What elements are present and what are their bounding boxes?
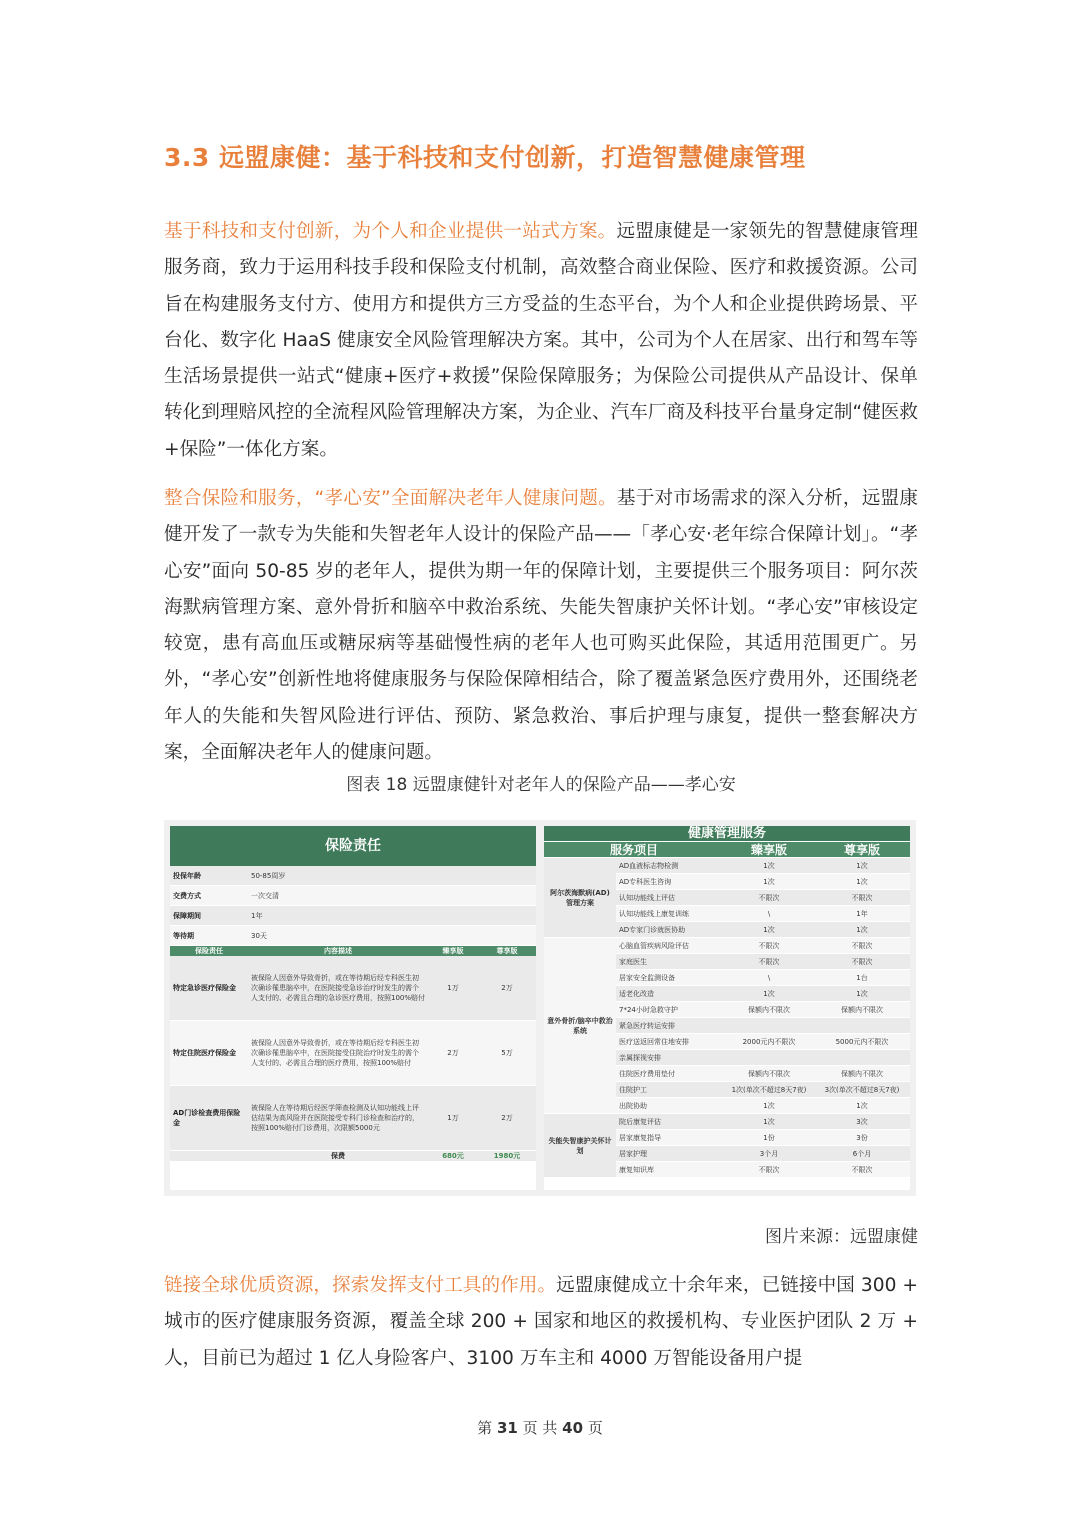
meta-row xyxy=(170,906,536,926)
service-item: 心脑血管疾病风险评估 xyxy=(616,938,724,954)
liability-desc: 被保险人因意外导致骨折，或在等待期后经专科医生初次确诊罹患脑卒中，在医院接受急诊治疗时发生的需个人支付的、必需且合理的急诊医疗费用，按照100%赔付 xyxy=(248,956,428,1021)
service-zhenxiang: \ xyxy=(724,970,814,986)
section-heading: 3.3 远盟康健：基于科技和支付创新，打造智慧健康管理 xyxy=(164,143,806,172)
meta-label: 投保年龄 xyxy=(170,866,248,886)
service-zunxiang: 1次 xyxy=(814,858,910,874)
paragraph-1 xyxy=(164,214,918,468)
col-header: 内容描述 xyxy=(248,946,428,957)
page-footer xyxy=(0,1417,1080,1438)
paragraph-2 xyxy=(164,481,918,771)
service-zunxiang: 1次 xyxy=(814,922,910,938)
service-zunxiang: 不限次 xyxy=(814,954,910,970)
meta-row xyxy=(170,886,536,906)
meta-label: 等待期 xyxy=(170,926,248,946)
service-zunxiang: 6个月 xyxy=(814,1146,910,1162)
footer-prefix: 第 xyxy=(477,1419,493,1437)
table-row xyxy=(170,1021,536,1086)
service-zhenxiang: 1次 xyxy=(724,874,814,890)
service-item: 住院护工 xyxy=(616,1082,724,1098)
figure-caption: 图表 18 远盟康健针对老年人的保险产品——孝心安 xyxy=(346,775,736,795)
meta-value: 一次交清 xyxy=(248,886,536,906)
service-item: AD专科医生咨询 xyxy=(616,874,724,890)
footer-suffix: 页 xyxy=(587,1419,603,1437)
service-group: 阿尔茨海默病(AD)管理方案 xyxy=(544,858,616,938)
service-zhenxiang: 保额内不限次 xyxy=(724,1002,814,1018)
service-zhenxiang xyxy=(724,1050,814,1066)
service-item: 认知功能线上康复训练 xyxy=(616,906,724,922)
service-group: 失能失智康护关怀计划 xyxy=(544,1114,616,1178)
paragraph-3 xyxy=(164,1268,918,1377)
col-header: 服务项目 xyxy=(544,842,724,858)
service-zhenxiang: 1次(单次不超过8天7夜) xyxy=(724,1082,814,1098)
amount-zunxiang: 2万 xyxy=(478,1086,536,1151)
service-zhenxiang: 不限次 xyxy=(724,890,814,906)
service-zunxiang: 不限次 xyxy=(814,1162,910,1178)
paragraph-2-body: 基于对市场需求的深入分析，远盟康健开发了一款专为失能和失智老年人设计的保险产品——「孝心安·老年综合保障计划」。“孝心安”面向 50-85 岁的老年人，提供为期一年的保障计划，主要提供三个服务项目：阿尔茨海默病管理方案、意外骨折和脑卒中救治系统、失能失智康护关怀计划。“孝心安”审核设定较宽，患有高血压或糖尿病等基础慢性病的老年人也可购买此保险，其适用范围更广。另外，“孝心安”创新性地将健康服务与保险保障相结合，除了覆盖紧急医疗费用外，还围绕老年人的失能和失智风险进行评估、预防、紧急救治、事后护理与康复，提供一整套解决方案，全面解决老年人的健康问题。 xyxy=(164,488,918,764)
service-zunxiang: 3份 xyxy=(814,1130,910,1146)
service-zhenxiang: 不限次 xyxy=(724,954,814,970)
meta-value: 1年 xyxy=(248,906,536,926)
meta-label: 保障期间 xyxy=(170,906,248,926)
service-zunxiang: 1台 xyxy=(814,970,910,986)
figure-image xyxy=(164,820,916,1196)
service-item: AD专家门诊就医协助 xyxy=(616,922,724,938)
service-group: 意外骨折/脑卒中救治系统 xyxy=(544,938,616,1114)
paragraph-1-body: 远盟康健是一家领先的智慧健康管理服务商，致力于运用科技手段和保险支付机制，高效整合商业保险、医疗和救援资源。公司旨在构建服务支付方、使用方和提供方三方受益的生态平台，为个人和企业提供跨场景、平台化、数字化 HaaS 健康安全风险管理解决方案。其中，公司为个人在居家、出行和驾车等生活场景提供一站式“健康+医疗+救援”保险保障服务；为保险公司提供从产品设计、保单转化到理赔风控的全流程风险管理解决方案，为企业、汽车厂商及科技平台量身定制“健医救+保险”一体化方案。 xyxy=(164,221,918,460)
service-zunxiang: 1次 xyxy=(814,986,910,1002)
col-header: 保险责任 xyxy=(170,946,248,957)
liability-desc: 被保险人因意外导致骨折，或在等待期后经专科医生初次确诊罹患脑卒中，在医院接受住院治疗时发生的需个人支付的、必需且合理的医疗费用，按照100%赔付 xyxy=(248,1021,428,1086)
service-item: 居家康复指导 xyxy=(616,1130,724,1146)
service-zhenxiang: 1次 xyxy=(724,1114,814,1130)
col-header: 尊享版 xyxy=(478,946,536,957)
amount-zunxiang: 5万 xyxy=(478,1021,536,1086)
service-zhenxiang: 1次 xyxy=(724,1098,814,1114)
service-zhenxiang: 不限次 xyxy=(724,938,814,954)
liability-name: 特定住院医疗保险金 xyxy=(170,1021,248,1086)
service-zunxiang: 不限次 xyxy=(814,890,910,906)
figure-source: 图片来源：远盟康健 xyxy=(765,1227,918,1247)
table-row xyxy=(170,956,536,1021)
total-page-number: 40 xyxy=(562,1419,584,1437)
table-row xyxy=(544,938,910,954)
paragraph-3-lead: 链接全球优质资源，探索发挥支付工具的作用。 xyxy=(164,1275,557,1296)
service-item: 适老化改造 xyxy=(616,986,724,1002)
meta-value: 50-85周岁 xyxy=(248,866,536,886)
health-service-title: 健康管理服务 xyxy=(544,826,910,842)
table-row xyxy=(544,1114,910,1130)
service-zunxiang: 5000元内不限次 xyxy=(814,1034,910,1050)
liability-name: AD门诊检查费用保险金 xyxy=(170,1086,248,1151)
service-item: 康复知识库 xyxy=(616,1162,724,1178)
insurance-liability-panel xyxy=(170,826,536,1190)
insurance-liability-title: 保险责任 xyxy=(170,826,536,866)
col-header: 尊享版 xyxy=(814,842,910,858)
service-item: 院后康复评估 xyxy=(616,1114,724,1130)
service-item: 居家安全监测设备 xyxy=(616,970,724,986)
service-item: 医疗送返回常住地安排 xyxy=(616,1034,724,1050)
service-zhenxiang: 1次 xyxy=(724,922,814,938)
service-item: 家庭医生 xyxy=(616,954,724,970)
paragraph-3-body: 远盟康健成立十余年来，已链接中国 300 + 城市的医疗健康服务资源，覆盖全球 200 + 国家和地区的救援机构、专业医护团队 2 万 + 人，目前已为超过 1 亿人身险客户、3100 万车主和 4000 万智能设备用户提 xyxy=(164,1275,918,1369)
service-zhenxiang xyxy=(724,1018,814,1034)
liability-desc: 被保险人在等待期后经医学筛查检测及认知功能线上评估结果为高风险并在医院接受专科门诊检查和治疗的，按照100%赔付门诊费用，次限额5000元 xyxy=(248,1086,428,1151)
service-item: 认知功能线上评估 xyxy=(616,890,724,906)
service-zunxiang: 3次 xyxy=(814,1114,910,1130)
service-zhenxiang: 1份 xyxy=(724,1130,814,1146)
service-zunxiang: 1年 xyxy=(814,906,910,922)
service-zhenxiang: 保额内不限次 xyxy=(724,1066,814,1082)
service-zunxiang: 1次 xyxy=(814,1098,910,1114)
service-item: 亲属探视安排 xyxy=(616,1050,724,1066)
paragraph-2-lead: 整合保险和服务，“孝心安”全面解决老年人健康问题。 xyxy=(164,488,617,509)
current-page-number: 31 xyxy=(496,1419,518,1437)
service-zhenxiang: 1次 xyxy=(724,858,814,874)
premium-zunxiang: 1980元 xyxy=(478,1151,536,1162)
meta-row xyxy=(170,866,536,886)
service-zunxiang: 保额内不限次 xyxy=(814,1002,910,1018)
service-item: 居家护理 xyxy=(616,1146,724,1162)
service-item: 7*24小时急救守护 xyxy=(616,1002,724,1018)
service-item: AD血液标志物检测 xyxy=(616,858,724,874)
footer-mid: 页 共 xyxy=(522,1419,558,1437)
table-row xyxy=(544,858,910,874)
service-zhenxiang: 不限次 xyxy=(724,1162,814,1178)
health-service-table xyxy=(544,826,910,1178)
liability-name: 特定急诊医疗保险金 xyxy=(170,956,248,1021)
service-zunxiang: 1次 xyxy=(814,874,910,890)
paragraph-1-lead: 基于科技和支付创新，为个人和企业提供一站式方案。 xyxy=(164,221,617,242)
health-service-panel xyxy=(544,826,910,1190)
meta-value: 30天 xyxy=(248,926,536,946)
amount-zunxiang: 2万 xyxy=(478,956,536,1021)
service-zunxiang: 3次(单次不超过8天7夜) xyxy=(814,1082,910,1098)
amount-zhenxiang: 1万 xyxy=(428,956,478,1021)
service-zhenxiang: 2000元内不限次 xyxy=(724,1034,814,1050)
premium-label: 保费 xyxy=(248,1151,428,1162)
service-zunxiang: 不限次 xyxy=(814,938,910,954)
service-zunxiang xyxy=(814,1050,910,1066)
meta-row xyxy=(170,926,536,946)
service-zhenxiang: 3个月 xyxy=(724,1146,814,1162)
service-item: 住院医疗费用垫付 xyxy=(616,1066,724,1082)
service-item: 出院协助 xyxy=(616,1098,724,1114)
meta-label: 交费方式 xyxy=(170,886,248,906)
premium-zhenxiang: 680元 xyxy=(428,1151,478,1162)
col-header: 臻享版 xyxy=(428,946,478,957)
service-zunxiang xyxy=(814,1018,910,1034)
table-row xyxy=(170,1086,536,1151)
service-zunxiang: 保额内不限次 xyxy=(814,1066,910,1082)
amount-zhenxiang: 2万 xyxy=(428,1021,478,1086)
amount-zhenxiang: 1万 xyxy=(428,1086,478,1151)
col-header: 臻享版 xyxy=(724,842,814,858)
service-item: 紧急医疗转运安排 xyxy=(616,1018,724,1034)
service-zhenxiang: 1次 xyxy=(724,986,814,1002)
service-zhenxiang: \ xyxy=(724,906,814,922)
insurance-liability-table xyxy=(170,826,536,1161)
